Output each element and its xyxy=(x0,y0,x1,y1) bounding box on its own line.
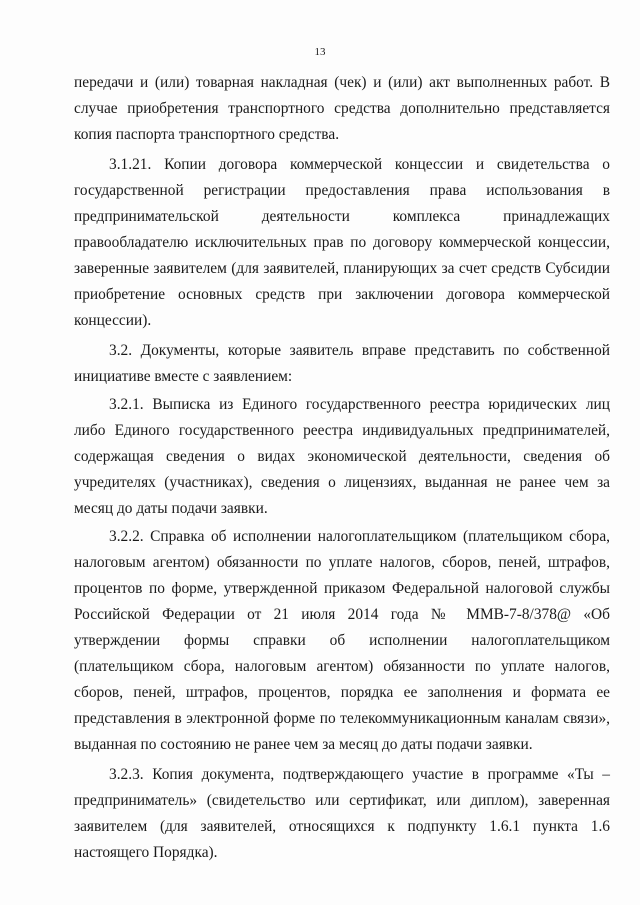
paragraph-3-2-3: 3.2.3. Копия документа, подтверждающего участие в программе «Ты – предприниматель» (свидетельство или сертификат, или диплом), заверенная заявителем (для заявителей, относящихся к подпункту 1.6.1 пункта 1.6 настоящего Порядка). xyxy=(74,766,610,861)
paragraph-3-2: 3.2. Документы, которые заявитель вправе представить по собственной инициативе вместе с заявлением: xyxy=(74,342,610,385)
paragraph-continuation: передачи и (или) товарная накладная (чек) и (или) акт выполненных работ. В случае приобретения транспортного средства дополнительно представляется копия паспорта транспортного средства. xyxy=(74,74,610,143)
paragraph-3-2-1: 3.2.1. Выписка из Единого государственного реестра юридических лиц либо Единого государственного реестра индивидуальных предпринимателей, содержащая сведения о видах экономической деятельности, сведения об учредителях (участниках), сведения о лицензиях, выданная не ранее чем за месяц до даты подачи заявки. xyxy=(74,396,610,517)
paragraph-3-1-21: 3.1.21. Копии договора коммерческой концессии и свидетельства о государственной регистрации предоставления права использования в предпринимательской деятельности комплекса принадлежащих правообладателю исключительных прав по договору коммерческой концессии, заверенные заявителем (для заявителей, планирующих за счет средств Субсидии приобретение основных средств при заключении договора коммерческой концессии). xyxy=(74,156,610,329)
page-number: 13 xyxy=(314,46,326,58)
paragraph-3-2-2: 3.2.2. Справка об исполнении налогоплательщиком (плательщиком сбора, налоговым агентом) обязанности по уплате налогов, сборов, пеней, штрафов, процентов по форме, утвержденной приказом Федеральной налоговой службы Российской Федерации от 21 июля 2014 года № ММВ-7-8/378@ «Об утверждении формы справки об исполнении налогоплательщиком (плательщиком сбора, налоговым агентом) обязанности по уплате налогов, сборов, пеней, штрафов, процентов, порядка ее заполнения и формата ее представления в электронной форме по телекоммуникационным каналам связи», выданная по состоянию не ранее чем за месяц до даты подачи заявки. xyxy=(74,528,610,753)
document-body xyxy=(74,70,610,866)
